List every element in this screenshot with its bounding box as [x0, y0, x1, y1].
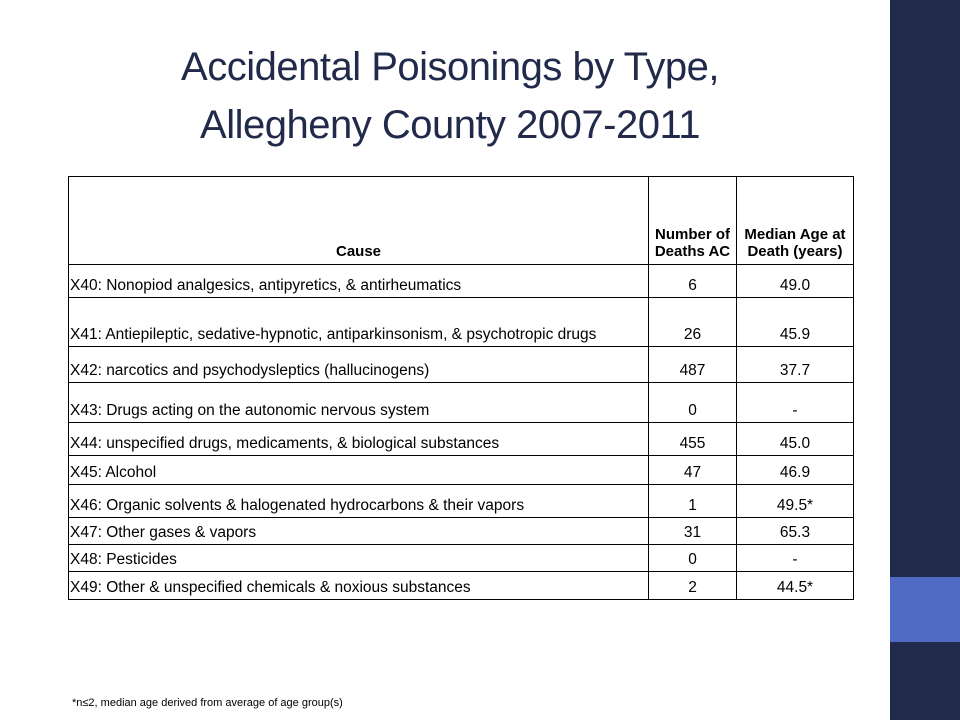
- median-age-cell: -: [737, 383, 854, 423]
- deaths-cell: 6: [649, 265, 737, 298]
- table-row: [69, 265, 854, 298]
- deaths-cell: 2: [649, 572, 737, 600]
- deaths-cell: 487: [649, 347, 737, 383]
- table-row: [69, 518, 854, 545]
- median-age-cell: 45.9: [737, 298, 854, 347]
- deaths-cell: 455: [649, 423, 737, 456]
- poisonings-table: [68, 176, 854, 600]
- cause-cell: X41: Antiepileptic, sedative-hypnotic, antiparkinsonism, & psychotropic drugs: [69, 298, 649, 347]
- table-row: [69, 545, 854, 572]
- header-deaths: Number of Deaths AC: [649, 177, 737, 265]
- deaths-cell: 26: [649, 298, 737, 347]
- median-age-cell: 44.5*: [737, 572, 854, 600]
- footnote: *n≤2, median age derived from average of age group(s): [72, 697, 343, 709]
- cause-cell: X44: unspecified drugs, medicaments, & biological substances: [69, 423, 649, 456]
- header-median-age: Median Age at Death (years): [737, 177, 854, 265]
- table-row: [69, 485, 854, 518]
- table-row: [69, 423, 854, 456]
- deaths-cell: 1: [649, 485, 737, 518]
- median-age-cell: 37.7: [737, 347, 854, 383]
- cause-cell: X42: narcotics and psychodysleptics (hallucinogens): [69, 347, 649, 383]
- median-age-cell: 46.9: [737, 456, 854, 485]
- table-row: [69, 572, 854, 600]
- median-age-cell: 45.0: [737, 423, 854, 456]
- deaths-cell: 0: [649, 383, 737, 423]
- cause-cell: X40: Nonopiod analgesics, antipyretics, & antirheumatics: [69, 265, 649, 298]
- table-row: [69, 383, 854, 423]
- cause-cell: X48: Pesticides: [69, 545, 649, 572]
- deaths-cell: 47: [649, 456, 737, 485]
- table-header-row: [69, 177, 854, 265]
- table-row: [69, 456, 854, 485]
- cause-cell: X49: Other & unspecified chemicals & noxious substances: [69, 572, 649, 600]
- deaths-cell: 31: [649, 518, 737, 545]
- title-line-1: Accidental Poisonings by Type,: [181, 45, 719, 89]
- slide-title: [60, 38, 840, 154]
- median-age-cell: 49.0: [737, 265, 854, 298]
- sidebar-accent-block: [890, 577, 960, 642]
- cause-cell: X47: Other gases & vapors: [69, 518, 649, 545]
- title-line-2: Allegheny County 2007-2011: [200, 103, 700, 147]
- deaths-cell: 0: [649, 545, 737, 572]
- cause-cell: X46: Organic solvents & halogenated hydrocarbons & their vapors: [69, 485, 649, 518]
- cause-cell: X43: Drugs acting on the autonomic nervous system: [69, 383, 649, 423]
- cause-cell: X45: Alcohol: [69, 456, 649, 485]
- median-age-cell: -: [737, 545, 854, 572]
- header-cause: Cause: [69, 177, 649, 265]
- table-row: [69, 347, 854, 383]
- median-age-cell: 65.3: [737, 518, 854, 545]
- median-age-cell: 49.5*: [737, 485, 854, 518]
- table-row: [69, 298, 854, 347]
